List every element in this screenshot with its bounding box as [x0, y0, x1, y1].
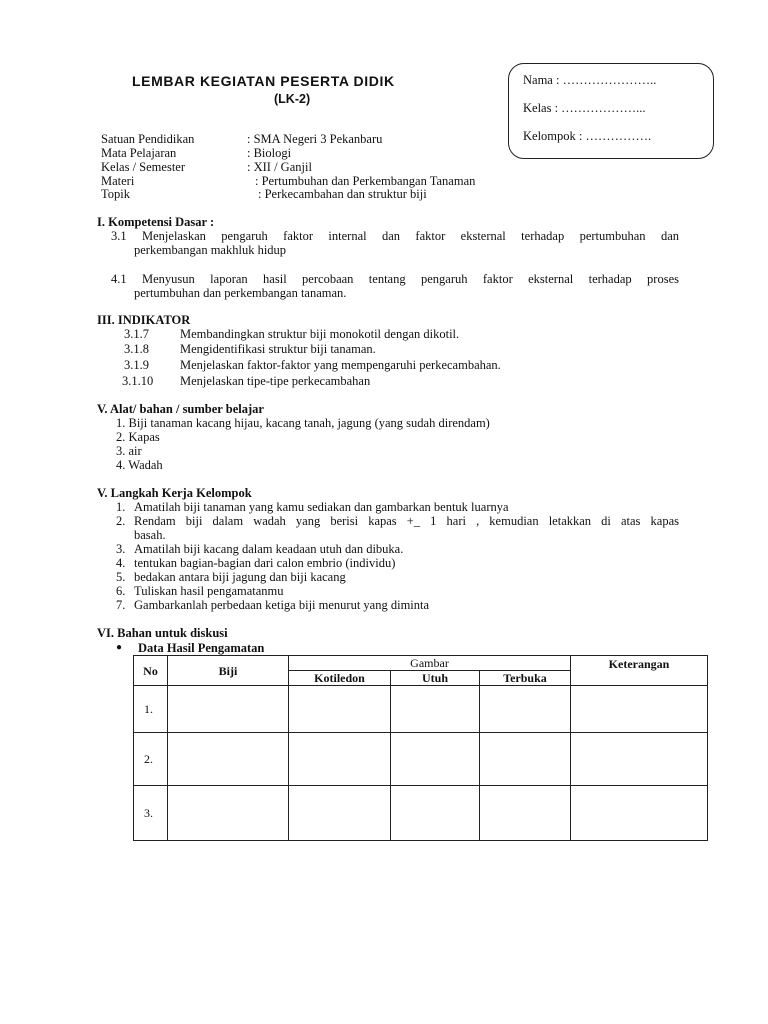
row-number: 2. — [134, 733, 168, 786]
info-value: : XII / Ganjil — [247, 160, 312, 174]
indikator-text: Membandingkan struktur biji monokotil dengan dikotil. — [180, 327, 460, 341]
page-title: LEMBAR KEGIATAN PESERTA DIDIK — [132, 73, 395, 89]
table-cell[interactable] — [571, 686, 708, 733]
col-header-gambar: Gambar — [289, 656, 571, 671]
table-caption: Data Hasil Pengamatan — [138, 641, 265, 655]
langkah-number: 1. — [116, 500, 126, 514]
section-heading-indikator: III. INDIKATOR — [97, 313, 191, 327]
langkah-number: 3. — [116, 542, 126, 556]
langkah-text: Amatilah biji kacang dalam keadaan utuh dan dibuka. — [134, 542, 404, 556]
langkah-text: tentukan bagian-bagian dari calon embrio (individu) — [134, 556, 396, 570]
table-row — [134, 733, 708, 786]
table-cell[interactable] — [391, 786, 480, 841]
indikator-number: 3.1.8 — [124, 342, 149, 356]
table-cell[interactable] — [391, 733, 480, 786]
class-field[interactable]: Kelas : ………………... — [523, 101, 646, 115]
info-value: : Biologi — [247, 146, 292, 160]
section-heading-diskusi: VI. Bahan untuk diskusi — [97, 626, 228, 640]
col-header-kotiledon: Kotiledon — [289, 671, 391, 686]
observation-table — [133, 655, 708, 841]
info-label: Materi — [101, 174, 135, 188]
langkah-number: 5. — [116, 570, 126, 584]
col-header-terbuka: Terbuka — [480, 671, 571, 686]
langkah-number: 4. — [116, 556, 126, 570]
indikator-number: 3.1.10 — [122, 374, 154, 388]
table-cell[interactable] — [480, 686, 571, 733]
table-cell[interactable] — [289, 686, 391, 733]
table-cell[interactable] — [289, 733, 391, 786]
group-field[interactable]: Kelompok : ……………. — [523, 129, 652, 143]
langkah-text: Tuliskan hasil pengamatanmu — [134, 584, 284, 598]
table-cell[interactable] — [480, 786, 571, 841]
info-value: : SMA Negeri 3 Pekanbaru — [247, 132, 383, 146]
table-cell[interactable] — [571, 786, 708, 841]
langkah-number: 2. — [116, 514, 126, 528]
table-row — [134, 686, 708, 733]
indikator-text: Mengidentifikasi struktur biji tanaman. — [180, 342, 376, 356]
kompetensi-item: 4.1 Menyusun laporan hasil percobaan tentang pengaruh faktor eksternal terhadap proses — [111, 272, 679, 286]
identity-box — [508, 63, 714, 159]
worksheet-code: (LK-2) — [274, 92, 311, 106]
section-heading-alat: V. Alat/ bahan / sumber belajar — [97, 402, 264, 416]
langkah-text-cont: basah. — [134, 528, 166, 542]
row-number: 3. — [134, 786, 168, 841]
alat-item: 1. Biji tanaman kacang hijau, kacang tanah, jagung (yang sudah direndam) — [116, 416, 490, 430]
langkah-number: 6. — [116, 584, 126, 598]
col-header-utuh: Utuh — [391, 671, 480, 686]
indikator-text: Menjelaskan faktor-faktor yang mempengaruhi perkecambahan. — [180, 358, 501, 372]
indikator-text: Menjelaskan tipe-tipe perkecambahan — [180, 374, 371, 388]
kompetensi-item-cont: perkembangan makhluk hidup — [134, 243, 287, 257]
name-field[interactable]: Nama : ………………….. — [523, 73, 657, 87]
section-heading-langkah: V. Langkah Kerja Kelompok — [97, 486, 252, 500]
langkah-number: 7. — [116, 598, 126, 612]
info-value: : Pertumbuhan dan Perkembangan Tanaman — [255, 174, 476, 188]
table-cell[interactable] — [168, 686, 289, 733]
info-label: Topik — [101, 187, 130, 201]
alat-item: 2. Kapas — [116, 430, 160, 444]
table-cell[interactable] — [168, 733, 289, 786]
kompetensi-item-cont: pertumbuhan dan perkembangan tanaman. — [134, 286, 347, 300]
section-heading-kompetensi: I. Kompetensi Dasar : — [97, 215, 215, 229]
indikator-number: 3.1.7 — [124, 327, 149, 341]
table-row — [134, 786, 708, 841]
alat-item: 4. Wadah — [116, 458, 163, 472]
alat-item: 3. air — [116, 444, 142, 458]
table-cell[interactable] — [571, 733, 708, 786]
row-number: 1. — [134, 686, 168, 733]
langkah-text: Gambarkanlah perbedaan ketiga biji menurut yang diminta — [134, 598, 430, 612]
indikator-number: 3.1.9 — [124, 358, 149, 372]
col-header-no: No — [134, 656, 168, 686]
info-label: Kelas / Semester — [101, 160, 186, 174]
info-value: : Perkecambahan dan struktur biji — [258, 187, 427, 201]
col-header-biji: Biji — [168, 656, 289, 686]
langkah-text: Amatilah biji tanaman yang kamu sediakan dan gambarkan bentuk luarnya — [134, 500, 509, 514]
info-label: Satuan Pendidikan — [101, 132, 195, 146]
info-label: Mata Pelajaran — [101, 146, 177, 160]
col-header-keterangan: Keterangan — [571, 656, 708, 686]
table-cell[interactable] — [289, 786, 391, 841]
table-cell[interactable] — [391, 686, 480, 733]
langkah-text: Rendam biji dalam wadah yang berisi kapas +_ 1 hari , kemudian letakkan di atas kapas — [134, 514, 679, 528]
bullet-icon: ● — [116, 642, 123, 653]
table-cell[interactable] — [480, 733, 571, 786]
table-cell[interactable] — [168, 786, 289, 841]
kompetensi-item: 3.1 Menjelaskan pengaruh faktor internal dan faktor eksternal terhadap pertumbuhan dan — [111, 229, 679, 243]
langkah-text: bedakan antara biji jagung dan biji kacang — [134, 570, 346, 584]
